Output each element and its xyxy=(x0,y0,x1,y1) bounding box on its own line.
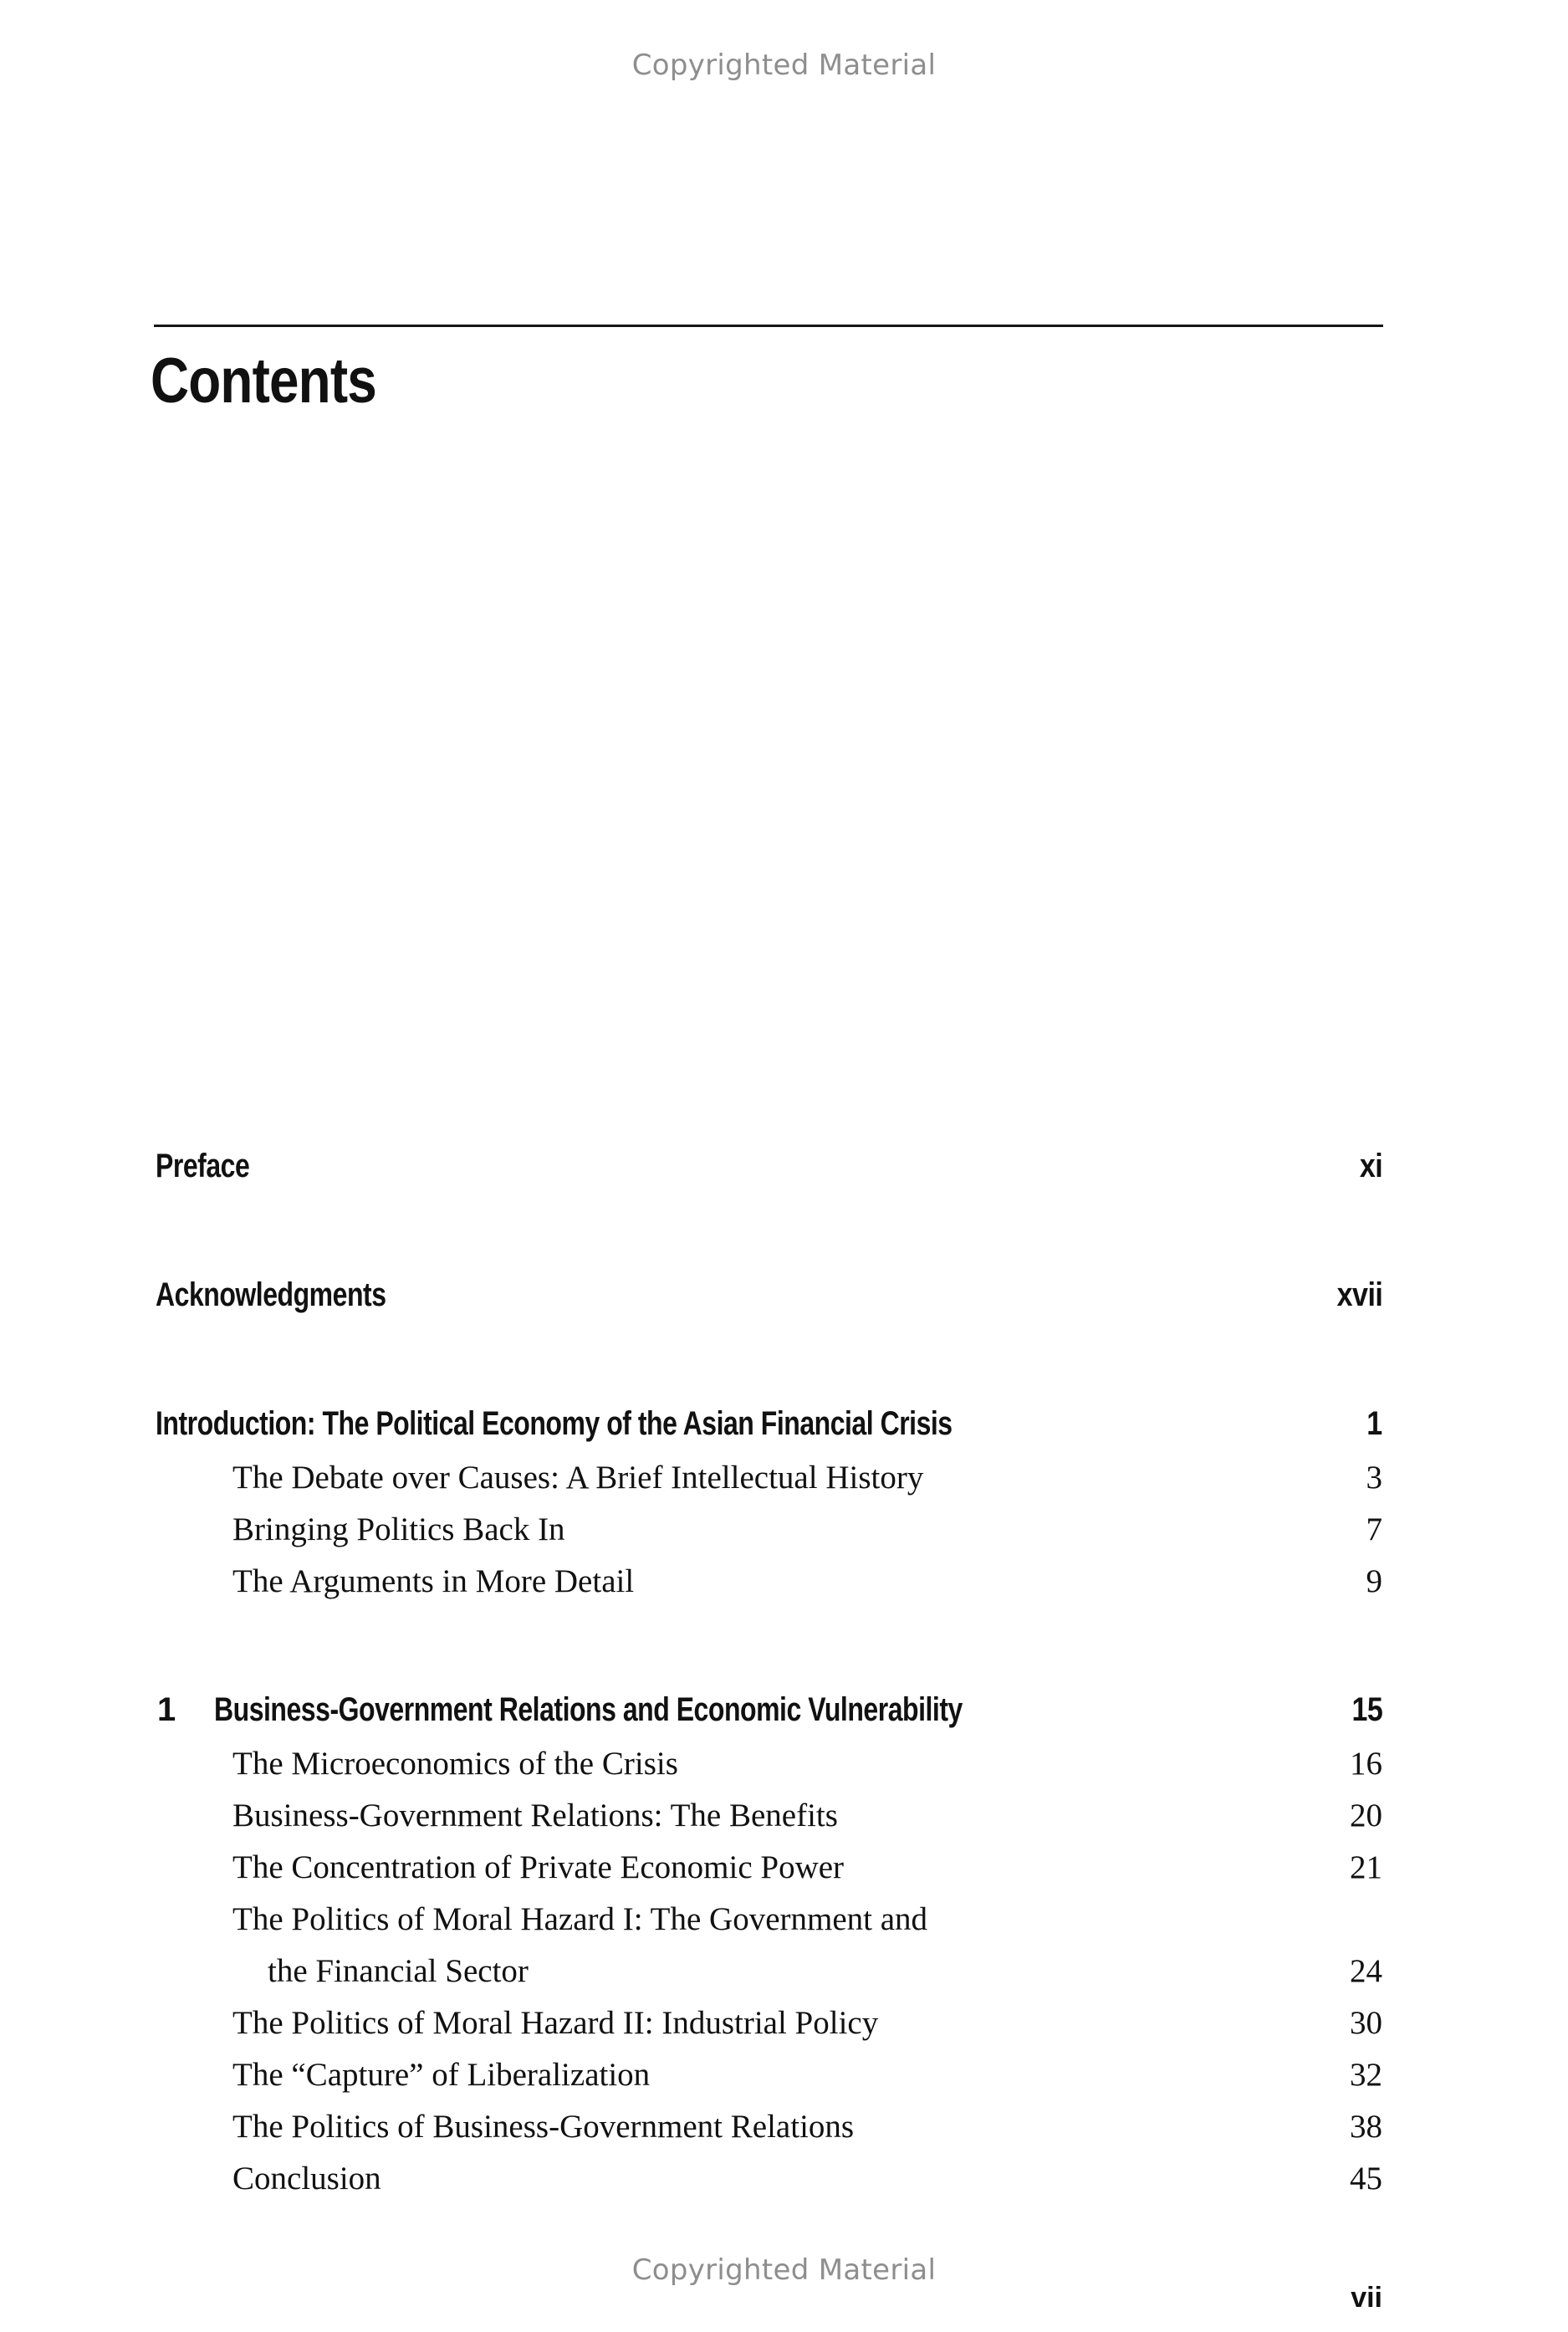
toc-entry-preface xyxy=(0,1148,1568,1198)
toc-entry-page: xi xyxy=(1359,1148,1382,1184)
toc-subentry-page: 32 xyxy=(1350,2057,1382,2093)
toc-subentry xyxy=(0,1797,1568,1847)
toc-subentry-page: 38 xyxy=(1350,2109,1382,2145)
copyright-watermark-top: Copyrighted Material xyxy=(631,49,937,82)
toc-subentry-label: The Arguments in More Detail xyxy=(232,1563,635,1599)
toc-subentry-label: The Debate over Causes: A Brief Intellectual History xyxy=(232,1460,924,1496)
toc-subentry xyxy=(0,1900,1568,1951)
toc-subentry-label: Business-Government Relations: The Benefits xyxy=(232,1798,838,1833)
toc-subentry-page: 45 xyxy=(1350,2161,1382,2196)
toc-subentry-page: 30 xyxy=(1350,2005,1382,2041)
toc-subentry-label: The Politics of Moral Hazard II: Industrial Policy xyxy=(232,2005,879,2041)
toc-entry-page: 15 xyxy=(1351,1691,1382,1728)
toc-subentry xyxy=(0,1511,1568,1561)
toc-subentry-page: 7 xyxy=(1366,1511,1382,1547)
toc-subentry xyxy=(0,2004,1568,2054)
toc-entry-label: Business-Government Relations and Economic Vulnerability xyxy=(214,1691,963,1728)
toc-subentry-page: 9 xyxy=(1366,1563,1382,1599)
page-title: Contents xyxy=(151,345,376,417)
toc-entry-page: 1 xyxy=(1366,1405,1382,1442)
toc-subentry-label: The Microeconomics of the Crisis xyxy=(232,1746,678,1782)
toc-entry-label: Preface xyxy=(156,1148,250,1184)
toc-entry-page: xvii xyxy=(1336,1276,1382,1313)
copyright-watermark-bottom: Copyrighted Material xyxy=(631,2253,937,2287)
toc-subentry-page: 3 xyxy=(1366,1460,1382,1496)
toc-subentry xyxy=(0,2056,1568,2106)
toc-entry-label: Introduction: The Political Economy of the Asian Financial Crisis xyxy=(156,1405,953,1442)
toc-subentry-page: 24 xyxy=(1350,1953,1382,1989)
toc-subentry xyxy=(0,1849,1568,1899)
toc-subentry-label: The Politics of Moral Hazard I: The Government and xyxy=(232,1901,928,1937)
toc-subentry-page: 16 xyxy=(1350,1746,1382,1782)
toc-subentry-page: 21 xyxy=(1350,1849,1382,1885)
toc-subentry-continuation xyxy=(0,1952,1568,2002)
toc-subentry xyxy=(0,2108,1568,2158)
toc-subentry xyxy=(0,1459,1568,1509)
chapter-number: 1 xyxy=(157,1691,176,1728)
toc-subentry xyxy=(0,1562,1568,1613)
toc-subentry-page: 20 xyxy=(1350,1798,1382,1833)
toc-subentry-label: the Financial Sector xyxy=(268,1953,529,1989)
toc-subentry xyxy=(0,2160,1568,2210)
toc-entry-chapter-1 xyxy=(0,1691,1568,1741)
toc-entry-label: Acknowledgments xyxy=(156,1276,386,1313)
toc-entry-acknowledgments xyxy=(0,1276,1568,1327)
toc-subentry-label: Bringing Politics Back In xyxy=(232,1511,565,1547)
toc-subentry-label: Conclusion xyxy=(232,2161,381,2196)
toc-entry-introduction xyxy=(0,1405,1568,1455)
title-rule xyxy=(154,325,1383,327)
folio-page-number: vii xyxy=(1351,2282,1382,2314)
toc-subentry-label: The “Capture” of Liberalization xyxy=(232,2057,651,2093)
toc-subentry-label: The Politics of Business-Government Relations xyxy=(232,2109,855,2145)
toc-subentry xyxy=(0,1745,1568,1795)
toc-subentry-label: The Concentration of Private Economic Power xyxy=(232,1849,845,1885)
